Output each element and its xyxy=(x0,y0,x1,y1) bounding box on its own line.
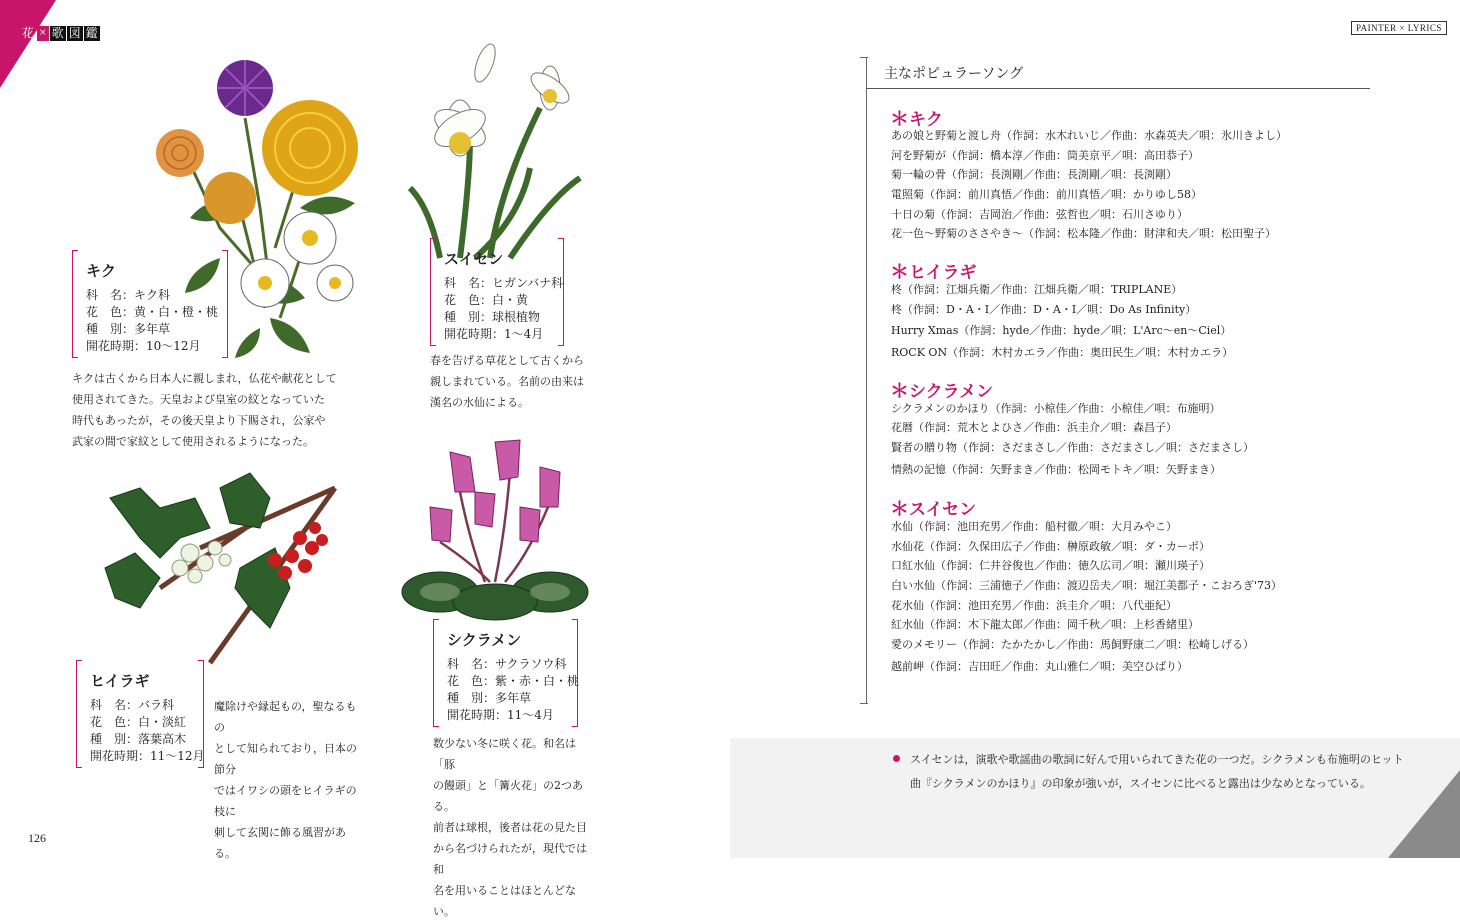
panel-divider xyxy=(866,88,1370,89)
song-item: 口紅水仙（作詞：仁井谷俊也／作曲：徳久広司／唄：瀬川瑛子） xyxy=(891,559,1210,572)
series-tag: PAINTER × LYRICS xyxy=(1351,21,1447,35)
suisen-illustration xyxy=(400,38,590,263)
song-item: 柊（作詞：江畑兵衛／作曲：江畑兵衛／唄：TRIPLANE） xyxy=(891,283,1183,296)
page-number: 126 xyxy=(28,831,46,845)
song-item: 十日の菊（作詞：吉岡治／作曲：弦哲也／唄：石川さゆり） xyxy=(891,208,1188,221)
kiku-info: キク 科 名：キク科 花 色：黄・白・橙・桃 種 別：多年草 開花時期：10〜12月 xyxy=(72,250,222,358)
panel-frame xyxy=(866,58,867,704)
song-item: あの娘と野菊と渡し舟（作詞：水木れいじ／作曲：水森英夫／唄：氷川きよし） xyxy=(891,129,1287,142)
song-item: 情熱の記憶（作詞：矢野まき／作曲：松岡モトキ／唄：矢野まき） xyxy=(891,463,1221,476)
song-item: 水仙（作詞：池田充男／作曲：船村徹／唄：大月みやこ） xyxy=(891,520,1177,533)
song-item: 水仙花（作詞：久保田広子／作曲：榊原政敏／唄：ダ・カーポ） xyxy=(891,540,1210,553)
brand-logo: 花 × 歌 図 鑑 xyxy=(22,26,98,40)
song-item: 電照菊（作詞：前川真悟／作曲：前川真悟／唄：かりゆし58） xyxy=(891,188,1202,201)
shikuramen-illustration xyxy=(400,432,590,622)
song-item: 花水仙（作詞：池田充男／作曲：浜圭介／唄：八代亜紀） xyxy=(891,599,1177,612)
song-item: ROCK ON（作詞：木村カエラ／作曲：奥田民生／唄：木村カエラ） xyxy=(891,346,1234,359)
category-hiiragi: ＊ヒイラギ xyxy=(890,261,977,283)
song-item: 白い水仙（作詞：三浦徳子／作曲：渡辺岳夫／唄：堀江美都子・こおろぎ'73） xyxy=(891,579,1283,592)
corner-accent xyxy=(0,0,56,88)
note-text: スイセンは，演歌や歌謡曲の歌詞に好んで用いられてきた花の一つだ。シクラメンも布施明のヒット曲『シクラメンのかほり』の印象が強いが，スイセンに比べると露出は少なめとなっている。 xyxy=(910,753,1404,790)
corner-accent-bottom xyxy=(1388,770,1460,858)
category-suisen: ＊スイセン xyxy=(890,498,977,520)
song-item: 柊（作詞：D・A・I／作曲：D・A・I／唄：Do As Infinity） xyxy=(891,303,1197,316)
song-item: シクラメンのかほり（作詞：小椋佳／作曲：小椋佳／唄：布施明） xyxy=(891,402,1221,415)
songs-title: 主なポピュラーソング xyxy=(884,66,1024,82)
song-item: 河を野菊が（作詞：橋本淳／作曲：筒美京平／唄：高田恭子） xyxy=(891,149,1199,162)
category-kiku: ＊キク xyxy=(890,108,944,130)
suisen-name: スイセン xyxy=(444,250,504,268)
song-item: 花一色〜野菊のささやき〜（作詞：松本隆／作曲：財津和夫／唄：松田聖子） xyxy=(891,227,1276,240)
shikuramen-description: 数少ない冬に咲く花。和名は「豚 の饅頭」と「篝火花」の2つある。 前者は球根，後者は花の見た目 から名づけられたが，現代では和 名を用いることはほとんどない。 xyxy=(433,737,587,918)
song-item: Hurry Xmas（作詞：hyde／作曲：hyde／唄：L'Arc〜en〜Ciel） xyxy=(891,324,1232,337)
bullet-icon xyxy=(893,755,900,762)
category-shikuramen: ＊シクラメン xyxy=(890,380,994,402)
song-item: 賢者の贈り物（作詞：さだまさし／作曲：さだまさし／唄：さだまさし） xyxy=(891,441,1254,454)
hiiragi-illustration xyxy=(100,468,345,668)
song-item: 菊一輪の骨（作詞：長渕剛／作曲：長渕剛／唄：長渕剛） xyxy=(891,168,1177,181)
shikuramen-name: シクラメン xyxy=(447,631,522,649)
suisen-info: スイセン 科 名：ヒガンバナ科 花 色：白・黄 種 別：球根植物 開花時期：1〜4月 xyxy=(430,238,564,346)
shikuramen-info: シクラメン 科 名：サクラソウ科 花 色：紫・赤・白・桃 種 別：多年草 開花時期：11〜4月 xyxy=(433,619,578,727)
kiku-description: キクは古くから日本人に親しまれ，仏花や献花として 使用されてきた。天皇および皇室の紋となっていた 時代もあったが，その後天皇より下賜され，公家や 武家の間で家紋として使用されるようになった。 xyxy=(72,372,337,448)
hiiragi-name: ヒイラギ xyxy=(90,672,150,690)
song-item: 愛のメモリー（作詞：たかたかし／作曲：馬飼野康二／唄：松崎しげる） xyxy=(891,638,1254,651)
song-item: 越前岬（作詞：吉田旺／作曲：丸山雅仁／唄：美空ひばり） xyxy=(891,660,1188,673)
hiiragi-description: 魔除けや縁起もの，聖なるもの として知られており，日本の節分 ではイワシの頭をヒイラギの枝に 刺して玄関に飾る風習がある。 xyxy=(214,700,357,860)
hiiragi-info: ヒイラギ 科 名：バラ科 花 色：白・淡紅 種 別：落葉高木 開花時期：11〜12月 xyxy=(76,660,204,768)
kiku-name: キク xyxy=(86,262,117,280)
song-item: 紅水仙（作詞：木下龍太郎／作曲：岡千秋／唄：上杉香緒里） xyxy=(891,618,1199,631)
song-item: 花暦（作詞：荒木とよひさ／作曲：浜圭介／唄：森昌子） xyxy=(891,421,1177,434)
suisen-description: 春を告げる草花として古くから 親しまれている。名前の由来は 漢名の水仙による。 xyxy=(430,354,584,409)
